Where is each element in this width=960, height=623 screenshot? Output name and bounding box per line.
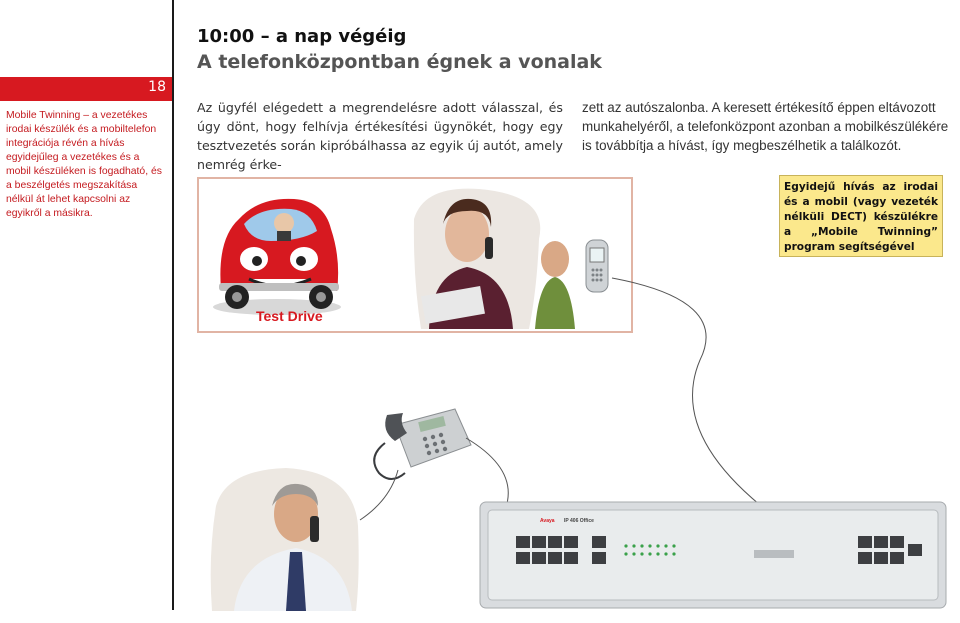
page-title: 10:00 – a nap végéig xyxy=(197,26,407,47)
sidebar-caption: Mobile Twinning – a vezetékes irodai készülék és a mobiltelefon integrációja révén a hívás egyidejűleg a vezetékes és a mobil készüléken is fogadható, és a beszélgetés megszakítása nélkül át lehet kapcsolni az egyikről a másikra. xyxy=(6,110,162,219)
body-column-2: zett az autószalonba. A keresett értékesítő éppen eltávozott munkahelyéről, a telefonközpont azonban a mobilkészülékére is továbbítja a hívást, így megbeszélhetik a találkozót. xyxy=(582,100,949,153)
mobile-twinning-callout: Egyidejű hívás az irodai és a mobil (vagy vezeték nélküli DECT) készülékre a „Mobile Twinning” program segítségével xyxy=(779,175,943,257)
telephone-exchange-unit xyxy=(478,500,948,610)
body-column-1: Az ügyfél elégedett a megrendelésre adott válasszal, és úgy dönt, hogy felhívja értékesítési ügynökét, hogy egy tesztvezetés során kipróbálhassa az egyik új autót, amely nemrég érke- xyxy=(197,100,563,172)
page-subtitle: A telefonközpontban égnek a vonalak xyxy=(197,51,602,73)
pabx-brand-label: Avaya xyxy=(540,518,555,524)
pabx-model-label: IP 406 Office xyxy=(564,518,594,524)
page-number: 18 xyxy=(148,79,166,95)
test-drive-label: Test Drive xyxy=(256,308,323,324)
